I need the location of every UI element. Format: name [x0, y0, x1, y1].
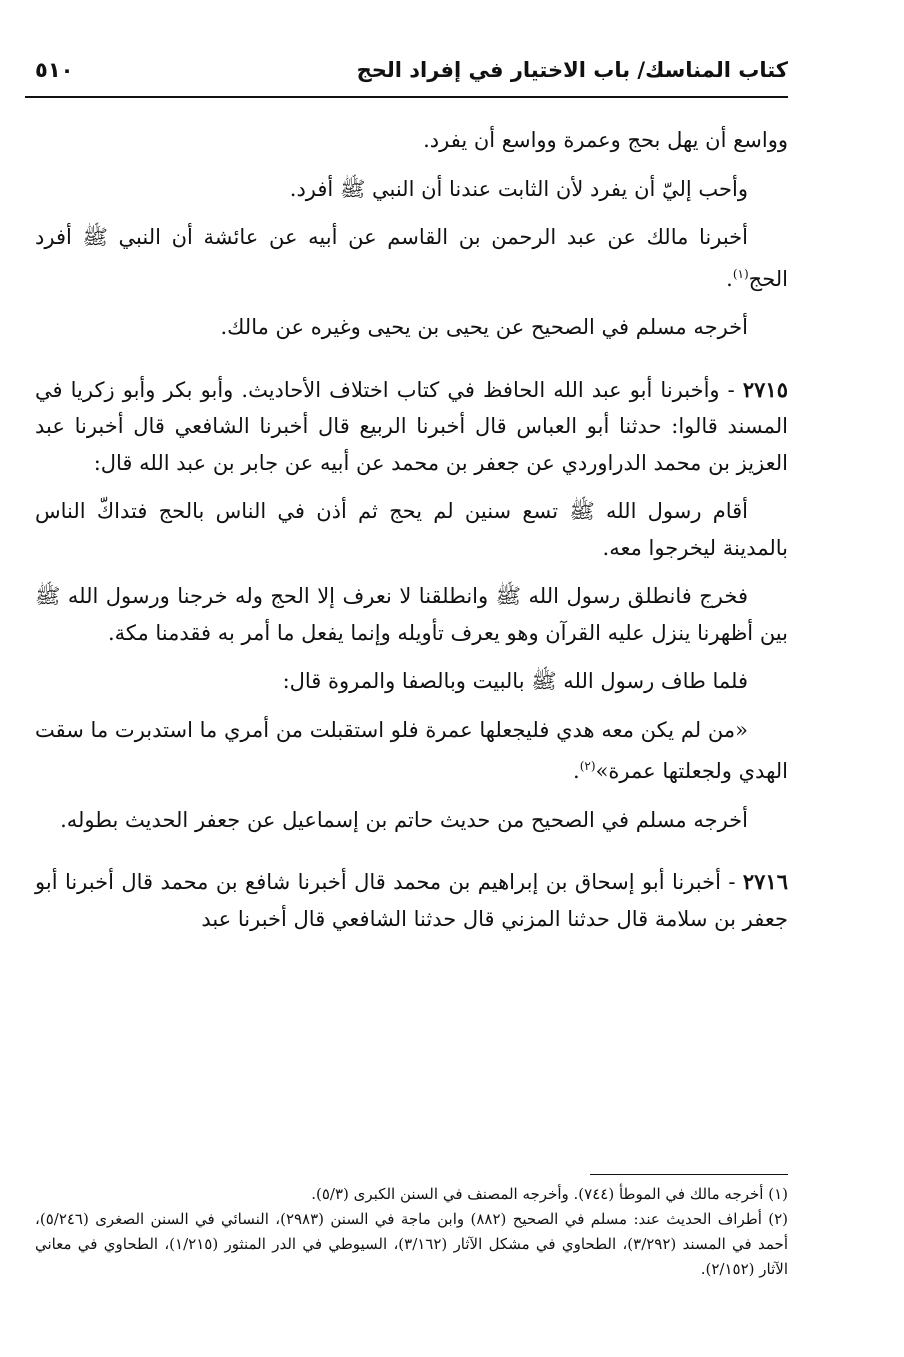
header-title: كتاب المناسك/ باب الاختيار في إفراد الحج: [356, 58, 788, 82]
hadith-number: ٢٧١٦: [742, 869, 788, 894]
footnote: (٢) أطراف الحديث عند: مسلم في الصحيح (٨٨٢) وابن ماجة في السنن (٢٩٨٣)، النسائي في السنن الصغرى (٥/٢٤٦)، أحمد في المسند (٣/٢٩٢)، الطحاوي في مشكل الآثار (٣/١٦٢)، السيوطي في الدر المنثور (١/٢١٥)، الطحاوي في معاني الآثار (٢/١٥٢).: [35, 1210, 788, 1278]
hadith-paragraph: ٢٧١٥ - وأخبرنا أبو عبد الله الحافظ في كتاب اختلاف الأحاديث. وأبو بكر وأبو زكريا في المسند قالوا: حدثنا أبو العباس قال أخبرنا الربيع قال أخبرنا الشافعي قال أخبرنا عبد العزيز بن محمد الدراوردي عن جعفر بن محمد عن أبيه عن جابر بن عبد الله قال:: [35, 376, 788, 475]
footnotes: [35, 1182, 788, 1282]
footnote: (١) أخرجه مالك في الموطأ (٧٤٤). وأخرجه المصنف في السنن الكبرى (٥/٣).: [311, 1185, 788, 1203]
paragraph: وواسع أن يهل بحج وعمرة وواسع أن يفرد.: [423, 128, 788, 152]
paragraph: أخبرنا مالك عن عبد الرحمن بن القاسم عن أبيه عن عائشة أن النبي ﷺ أفرد الحج$^{(١)}$.: [35, 225, 788, 291]
paragraph: أخرجه مسلم في الصحيح عن يحيى بن يحيى وغيره عن مالك.: [220, 315, 748, 339]
page-number: ٥١٠: [35, 58, 74, 82]
hadith-number: ٢٧١٥: [742, 376, 788, 402]
paragraph-text: أخبرنا مالك عن عبد الرحمن بن القاسم عن أبيه عن عائشة أن النبي ﷺ أفرد الحج: [35, 225, 788, 291]
paragraph: فلما طاف رسول الله ﷺ بالبيت وبالصفا والمروة قال:: [282, 669, 748, 693]
paragraph-text: «من لم يكن معه هدي فليجعلها عمرة فلو استقبلت من أمري ما استدبرت ما سقت الهدي ولجعلتها عمرة»: [35, 717, 788, 783]
paragraph: أخرجه مسلم في الصحيح من حديث حاتم بن إسماعيل عن جعفر الحديث بطوله.: [60, 807, 748, 832]
main-text: [35, 122, 788, 949]
paragraph-text: وأخبرنا أبو عبد الله الحافظ في كتاب اختلاف الأحاديث. وأبو بكر وأبو زكريا في المسند قالوا: حدثنا أبو العباس قال أخبرنا الربيع قال أخبرنا الشافعي قال أخبرنا عبد العزيز بن محمد الدراوردي عن جعفر بن محمد عن أبيه عن جابر بن عبد الله قال:: [35, 377, 788, 475]
paragraph-text: أخبرنا أبو إسحاق بن إبراهيم بن محمد قال أخبرنا شافع بن محمد قال أخبرنا أبو جعفر بن سلامة قال حدثنا المزني قال حدثنا الشافعي قال أخبرنا عبد: [35, 870, 788, 931]
hadith-paragraph: ٢٧١٦ - أخبرنا أبو إسحاق بن إبراهيم بن محمد قال أخبرنا شافع بن محمد قال أخبرنا أبو جعفر بن سلامة قال حدثنا المزني قال حدثنا الشافعي قال أخبرنا عبد: [35, 869, 788, 931]
footnote-divider: [590, 1174, 788, 1175]
paragraph: فخرج فانطلق رسول الله ﷺ وانطلقنا لا نعرف إلا الحج وله خرجنا ورسول الله ﷺ بين أظهرنا ينزل عليه القرآن وهو يعرف تأويله وإنما يفعل ما أمر به فقدمنا مكة.: [35, 584, 788, 645]
running-header: [25, 52, 788, 98]
paragraph: أقام رسول الله ﷺ تسع سنين لم يحج ثم أذن في الناس بالحج فتداكّ الناس بالمدينة ليخرجوا معه.: [35, 499, 788, 560]
footnote-ref[interactable]: (١): [732, 266, 749, 281]
footnote-ref[interactable]: (٢): [579, 759, 596, 773]
paragraph: «من لم يكن معه هدي فليجعلها عمرة فلو استقبلت من أمري ما استدبرت ما سقت الهدي ولجعلتها عمرة»$^{(٢)}$.: [35, 717, 788, 783]
paragraph: وأحب إليّ أن يفرد لأن الثابت عندنا أن النبي ﷺ أفرد.: [289, 176, 748, 201]
